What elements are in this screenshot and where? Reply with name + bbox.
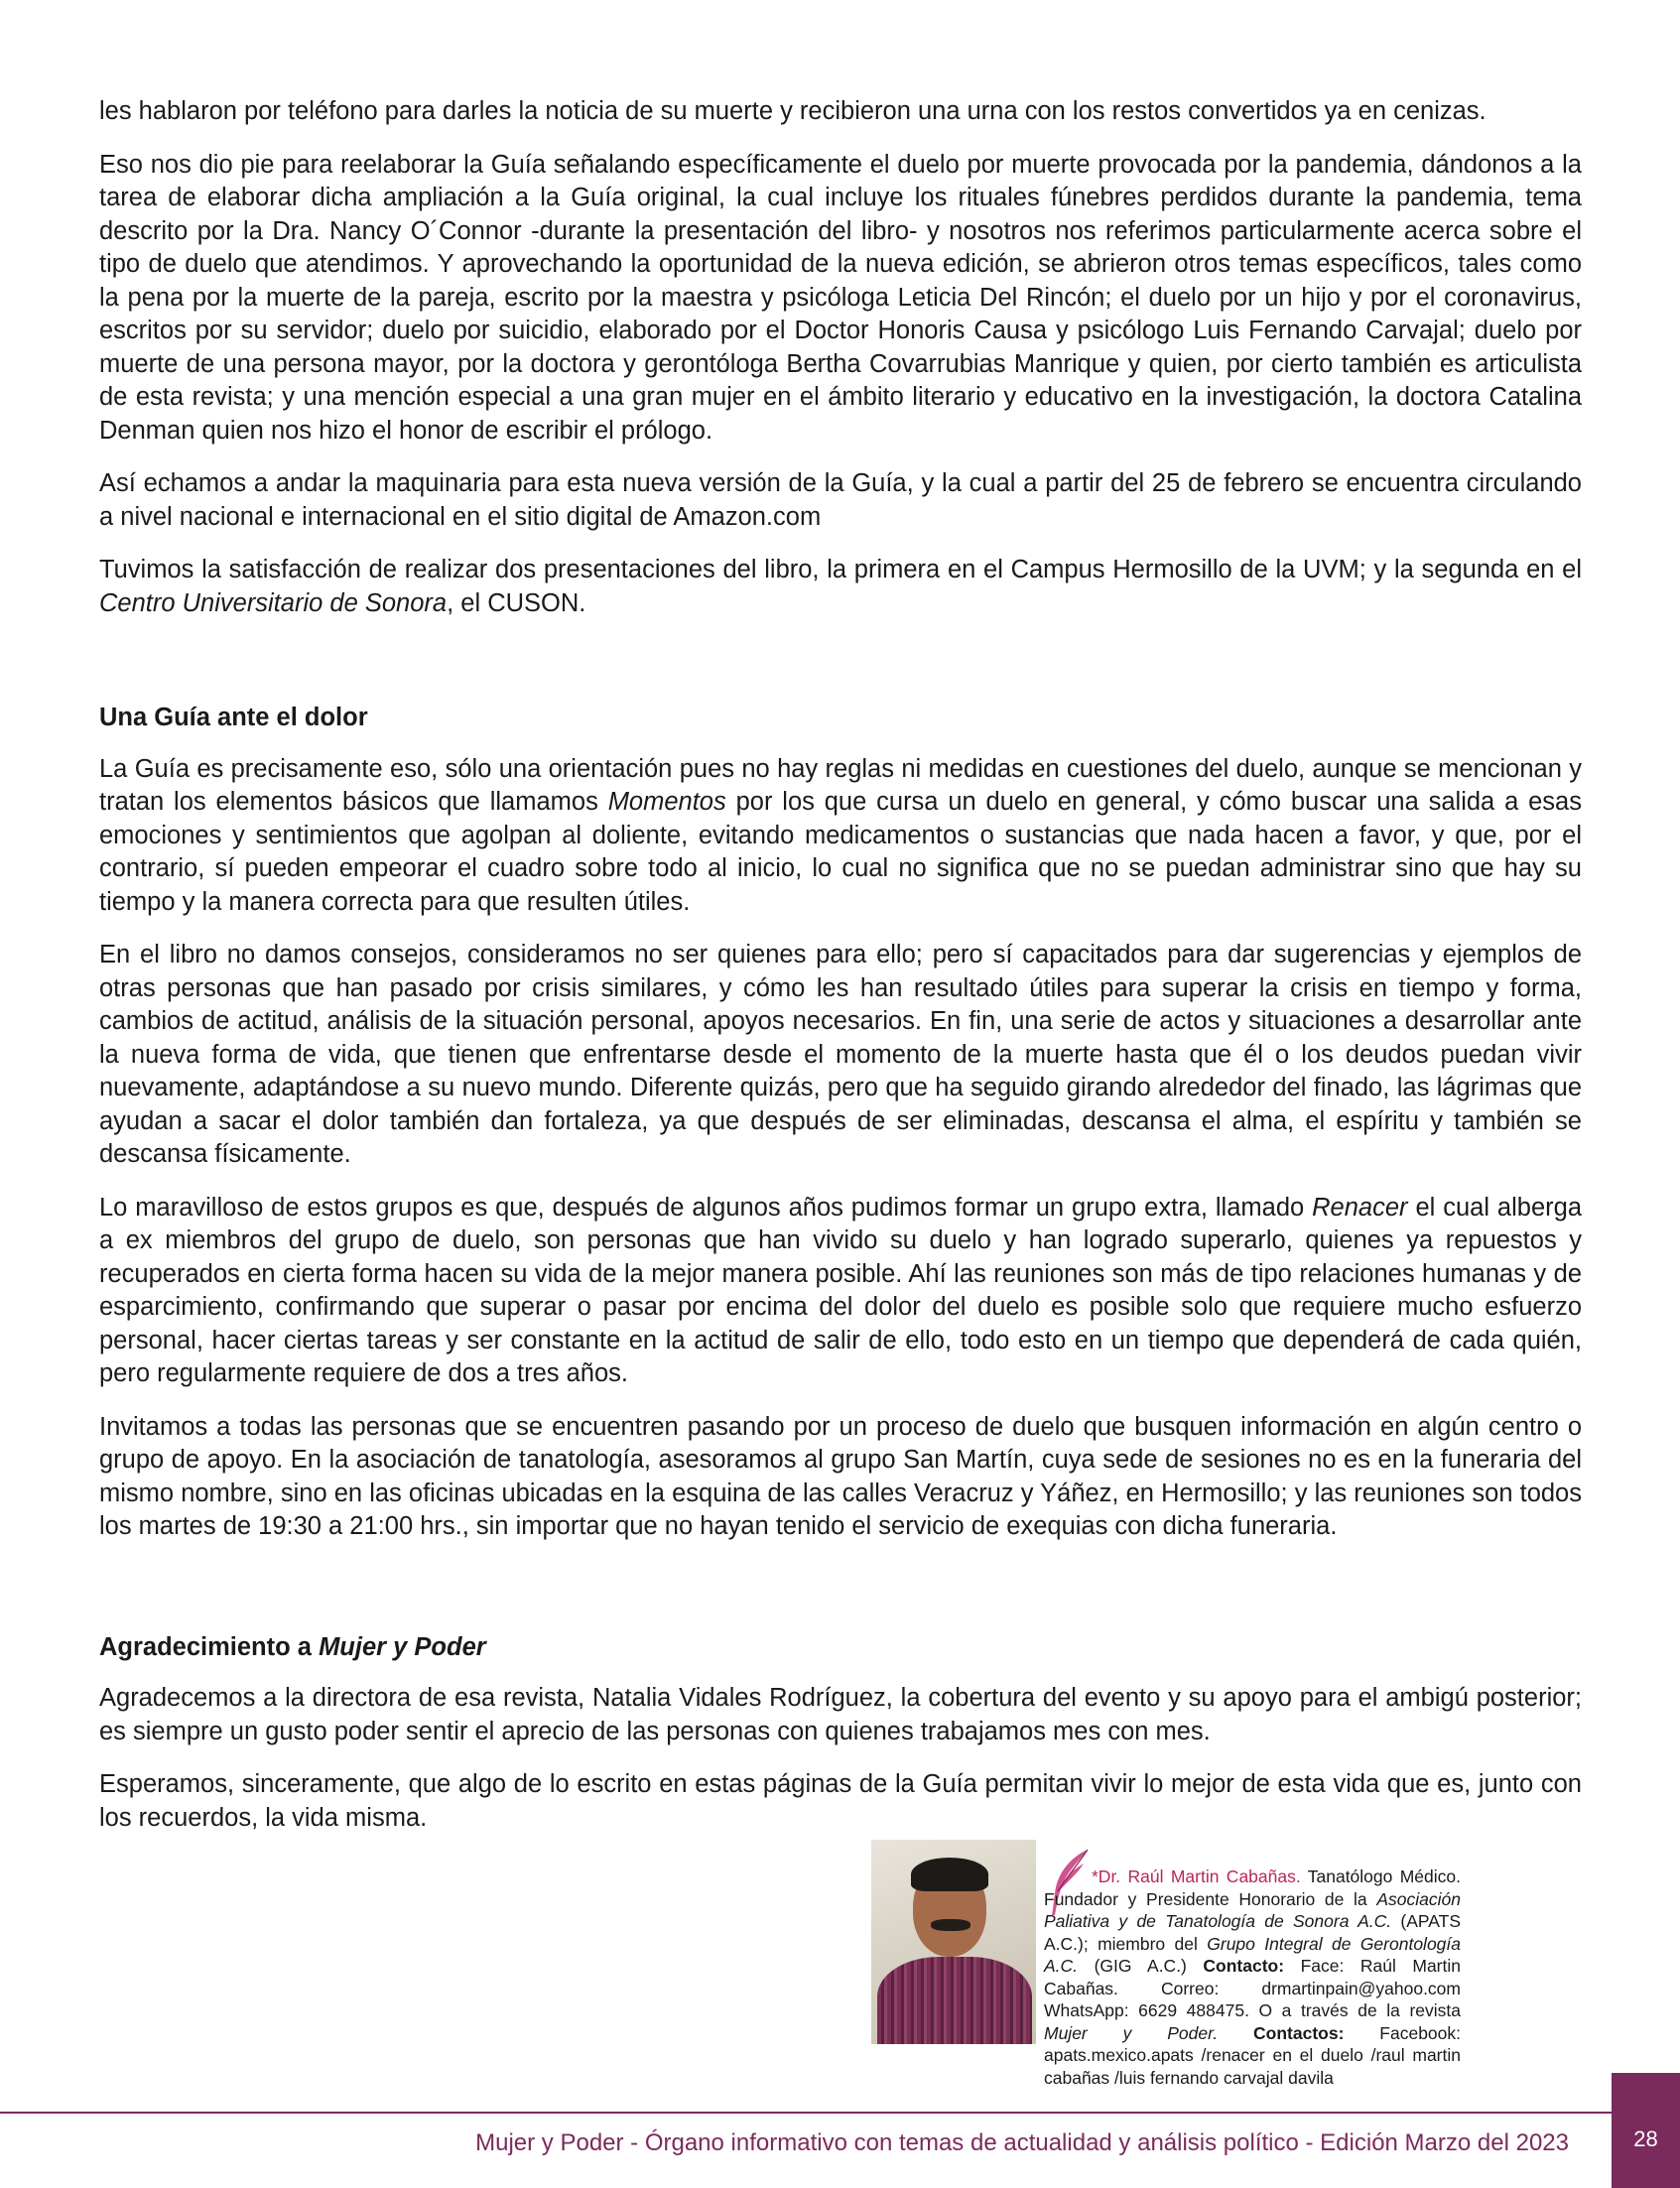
paragraph <box>99 554 1582 620</box>
bio-emphasis: Grupo Integral de Gerontología A.C. <box>1044 1933 1461 1976</box>
author-bio-text <box>1044 1866 1461 2089</box>
article-body <box>99 95 1582 1855</box>
paragraph: Así echamos a andar la maquinaria para esta nueva versión de la Guía, y la cual a partir del 25 de febrero se encuentra circulando a nivel nacional e internacional en el sitio digital de Amazon.com <box>99 469 1582 531</box>
bio-text: (APATS A.C.); miembro del <box>1044 1911 1461 1954</box>
section-heading <box>99 1631 1582 1665</box>
bio-bold: Contacto: <box>1203 1956 1285 1976</box>
section-heading: Una Guía ante el dolor <box>99 704 368 731</box>
heading-text: Agradecimiento a <box>99 1632 320 1661</box>
bio-text <box>1218 2023 1253 2043</box>
bio-text: (GIG A.C.) <box>1078 1956 1204 1976</box>
footer-divider <box>0 2112 1612 2114</box>
photo-mustache <box>931 1919 970 1931</box>
section-spacer <box>99 640 1582 702</box>
bio-indent <box>1044 1881 1092 1882</box>
paragraph: Eso nos dio pie para reelaborar la Guía señalando específicamente el duelo por muerte provocada por la pandemia, dándonos a la tarea de elaborar dicha ampliación a la Guía original, la cual incluye los rituales fúnebres perdidos durante la pandemia, tema descrito por la Dra. Nancy O´Connor -durante la presentación del libro- y nosotros nos referimos particularmente acerca sobre el tipo de duelo que atendimos. Y aprovechando la oportunidad de la nueva edición, se abrieron otros temas específicos, tales como la pena por la muerte de la pareja, escrito por la maestra y psicóloga Leticia Del Rincón; el duelo por un hijo y por el coronavirus, escritos por su servidor; duelo por suicidio, elaborado por el Doctor Honoris Causa y psicólogo Luis Fernando Carvajal; duelo por muerte de una persona mayor, por la doctora y gerontóloga Bertha Covarrubias Manrique y quien, por cierto también es articulista de esta revista; y una mención especial a una gran mujer en el ámbito literario y educativo en la investigación, la doctora Catalina Denman quien nos hizo el honor de escribir el prólogo. <box>99 150 1582 445</box>
paragraph-text: el cual alberga a ex miembros del grupo de duelo, son personas que han vivido su duelo y han logrado superarlo, quienes ya repuestos y recuperados en cierta forma hacen su vida de la mejor manera posible. Ahí las reuniones son más de tipo relaciones humanas y de esparcimiento, confirmando que superar o pasar por encima del dolor del duelo es posible solo que requiere mucho esfuerzo personal, hacer ciertas tareas y ser constante en la actitud de salir de ello, todo esto en un tiempo que dependerá de cada quién, pero regularmente requiere de dos a tres años. <box>99 1193 1583 1387</box>
photo-shirt <box>877 1957 1032 2044</box>
paragraph: Esperamos, sinceramente, que algo de lo escrito en estas páginas de la Guía permitan vivir lo mejor de esta vida que es, junto con los recuerdos, la vida misma. <box>99 1770 1582 1832</box>
paragraph: les hablaron por teléfono para darles la noticia de su muerte y recibieron una urna con los restos convertidos ya en cenizas. <box>99 97 1486 125</box>
paragraph <box>99 1192 1582 1391</box>
page-number: 28 <box>1633 2126 1658 2151</box>
bio-emphasis: Mujer y Poder. <box>1044 2022 1219 2043</box>
bio-emphasis: Asociación Paliativa y de Tanatología de Sonora A.C. <box>1044 1888 1461 1931</box>
emphasis-text: Centro Universitario de Sonora <box>99 588 448 617</box>
paragraph-text: por los que cursa un duelo en general, y cómo buscar una salida a esas emociones y sentimientos que agolpan al doliente, evitando medicamentos o sustancias que nada hacen a favor, y que, por el contrario, sí pueden empeorar el cuadro sobre todo al inicio, lo cual no significa que no se puedan administrar sino que hay su tiempo y la manera correcta para que resulten útiles. <box>99 788 1582 916</box>
paragraph: Invitamos a todas las personas que se encuentren pasando por un proceso de duelo que busquen información en algún centro o grupo de apoyo. En la asociación de tanatología, asesoramos al grupo San Martín, cuya sede de sesiones no es en la funeraria del mismo nombre, sino en las oficinas ubicadas en la esquina de las calles Veracruz y Yáñez, en Hermosillo; y las reuniones son todos los martes de 19:30 a 21:00 hrs., sin importar que no hayan tenido el servicio de exequias con dicha funeraria. <box>99 1412 1582 1540</box>
section-spacer <box>99 1564 1582 1631</box>
bio-text: Tanatólogo Médico. Fundador y Presidente Honorario de la <box>1044 1866 1461 1909</box>
paragraph-text: Lo maravilloso de estos grupos es que, después de algunos años pudimos formar un grupo extra, llamado <box>99 1193 1313 1222</box>
paragraph: En el libro no damos consejos, consideramos no ser quienes para ello; pero sí capacitados para dar sugerencias y ejemplos de otras personas que han pasado por crisis similares, y cómo les han resultado útiles para superar la crisis en tiempo y forma, cambios de actitud, análisis de la situación personal, apoyos necesarios. En fin, una serie de actos y situaciones a desarrollar ante la nueva forma de vida, que tienen que enfrentarse desde el momento de la muerte hasta que él o los deudos puedan vivir nuevamente, adaptándose a su nuevo mundo. Diferente quizás, pero que ha seguido girando alrededor del finado, las lágrimas que ayudan a sacar el dolor también dan fortaleza, ya que después de ser eliminadas, descansa el alma, el espíritu y también se descansa físicamente. <box>99 941 1582 1168</box>
heading-emphasis: Mujer y Poder <box>319 1632 486 1661</box>
paragraph-text: La Guía es precisamente eso, sólo una orientación pues no hay reglas ni medidas en cuestiones del duelo, aunque se mencionan y tratan los elementos básicos que llamamos <box>99 754 1582 816</box>
photo-hair <box>911 1858 988 1891</box>
author-photo <box>871 1840 1036 2044</box>
author-bio-box <box>871 1840 1584 2088</box>
footer-publication-text: Mujer y Poder - Órgano informativo con temas de actualidad y análisis político - Edición Marzo del 2023 <box>475 2129 1569 2156</box>
bio-text: Face: Raúl Martin Cabañas. Correo: drmartinpain@yahoo.com WhatsApp: 6629 488475. O a través de la revista <box>1044 1956 1461 2020</box>
paragraph <box>99 753 1582 920</box>
emphasis-text: Momentos <box>607 788 726 816</box>
bio-text: Facebook: apats.mexico.apats /renacer en el duelo /raul martin cabañas /luis fernando carvajal davila <box>1044 2022 1461 2088</box>
author-name: *Dr. Raúl Martin Cabañas. <box>1092 1866 1301 1886</box>
paragraph: Agradecemos a la directora de esa revista, Natalia Vidales Rodríguez, la cobertura del evento y su apoyo para el ambigú posterior; es siempre un gusto poder sentir el aprecio de las personas con quienes trabajamos mes con mes. <box>99 1684 1582 1745</box>
paragraph-text: , el CUSON. <box>447 588 586 617</box>
emphasis-text: Renacer <box>1312 1193 1408 1222</box>
paragraph-text: Tuvimos la satisfacción de realizar dos presentaciones del libro, la primera en el Campus Hermosillo de la UVM; y la segunda en el <box>99 556 1582 583</box>
page-number-tab <box>1612 2073 1680 2188</box>
bio-bold: Contactos: <box>1253 2022 1345 2043</box>
